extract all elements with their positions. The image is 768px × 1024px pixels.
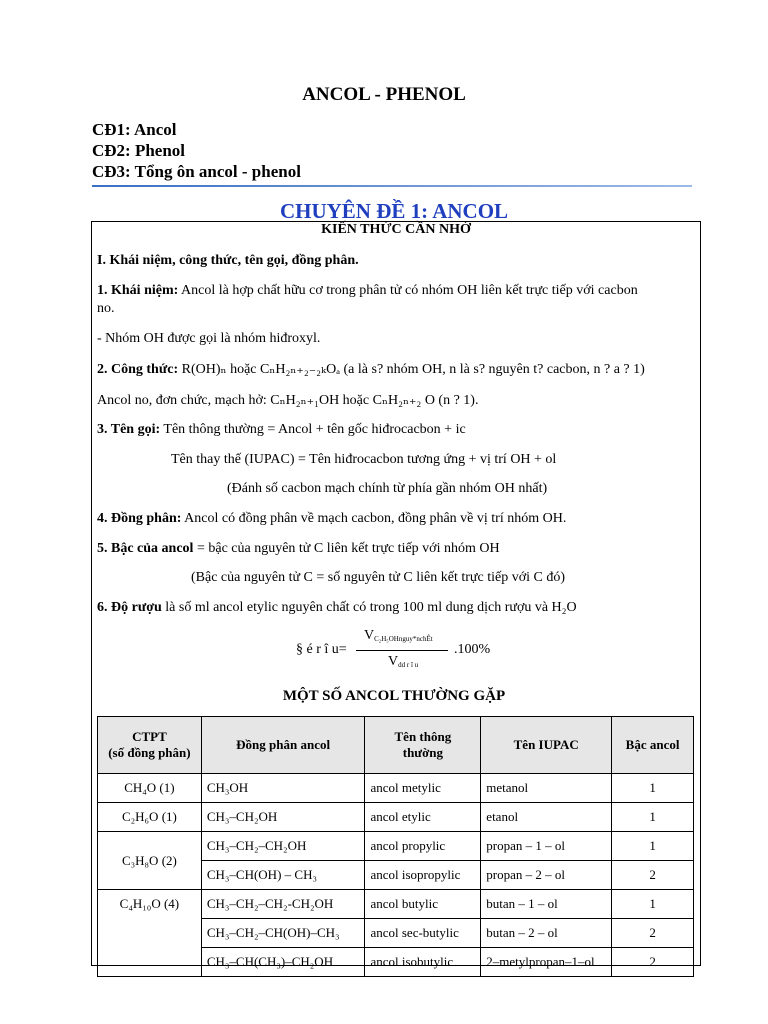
table-row: [98, 803, 694, 832]
cell-ctpt: C₃H₈O (2): [98, 832, 202, 890]
concept-label: 1. Khái niệm:: [97, 283, 179, 298]
isomer-paragraph: [97, 511, 566, 527]
concept-continued: no.: [97, 301, 115, 316]
formula-denominator: $V_{dd r î u}$: [388, 654, 419, 669]
formula-text: R(OH)ₙ hoặc CₙH₂ₙ₊₂₋₂ₖOₐ (a là s? nhóm OH, n là s? nguyên t? cacbon, n ? a ? 1): [178, 362, 645, 377]
formula-extra: Ancol no, đơn chức, mạch hở: CₙH₂ₙ₊₁OH hoặc CₙH₂ₙ₊₂ O (n ? 1).: [97, 393, 479, 408]
cell-iupac: 2–metylpropan–1–ol: [481, 948, 612, 977]
cell-degree: 1: [612, 832, 694, 861]
cell-common: ancol propylic: [365, 832, 481, 861]
formula-tail: .100%: [454, 642, 491, 657]
box-header: KIẾN THỨC CẦN NHỚ: [321, 222, 471, 237]
formula-paragraph: [97, 361, 645, 378]
toc-item: CĐ1: Ancol: [92, 120, 177, 139]
cell-degree: 1: [612, 774, 694, 803]
cell-common: ancol isopropylic: [365, 861, 481, 890]
formula-lhs: § é r î u=: [296, 642, 347, 657]
alcohol-table: [97, 716, 694, 977]
degree-paragraph: [97, 541, 500, 557]
cell-formula: CH₃–CH(OH) – CH₃: [201, 861, 365, 890]
cell-formula: CH₃–CH₂–CH₂-CH₂OH: [201, 890, 365, 919]
alcohol-degree-label: 6. Độ rượu: [97, 600, 162, 615]
naming-paragraph: [97, 422, 466, 438]
table-header-row: [98, 717, 694, 774]
cell-degree: 1: [612, 803, 694, 832]
degree-text: = bậc của nguyên tử C liên kết trực tiếp với nhóm OH: [193, 541, 500, 556]
degree-note: (Bậc của nguyên tử C = số nguyên tử C liên kết trực tiếp với C đó): [191, 570, 565, 585]
document-title: ANCOL - PHENOL: [302, 84, 466, 105]
degree-label: 5. Bậc của ancol: [97, 541, 194, 556]
cell-formula: CH₃–CH₂–CH(OH)–CH₃: [201, 919, 365, 948]
alcohol-degree-formula: [296, 628, 506, 678]
cell-degree: 1: [612, 890, 694, 919]
cell-degree: 2: [612, 919, 694, 948]
cell-iupac: etanol: [481, 803, 612, 832]
isomer-text: Ancol có đồng phân về mạch cacbon, đồng phân về vị trí nhóm OH.: [181, 511, 567, 526]
cell-formula: CH₃OH: [201, 774, 365, 803]
toc-item: CĐ3: Tổng ôn ancol - phenol: [92, 162, 301, 181]
cell-formula: CH₃–CH(CH₃)–CH₂OH: [201, 948, 365, 977]
cell-iupac: propan – 1 – ol: [481, 832, 612, 861]
cell-degree: 2: [612, 861, 694, 890]
cell-formula: CH₃–CH₂–CH₂OH: [201, 832, 365, 861]
cell-iupac: propan – 2 – ol: [481, 861, 612, 890]
table-title: MỘT SỐ ANCOL THƯỜNG GẶP: [282, 688, 506, 704]
table-row: [98, 832, 694, 861]
naming-text: Tên thông thường = Ancol + tên gốc hiđrocacbon + ic: [160, 422, 466, 437]
fraction-bar: [356, 650, 448, 651]
cell-iupac: metanol: [481, 774, 612, 803]
header-iupac: Tên IUPAC: [481, 717, 612, 774]
cell-degree: 2: [612, 948, 694, 977]
cell-ctpt: CH₄O (1): [98, 774, 202, 803]
cell-iupac: butan – 2 – ol: [481, 919, 612, 948]
header-isomer: Đồng phân ancol: [201, 717, 365, 774]
cell-common: ancol butylic: [365, 890, 481, 919]
cell-common: ancol metylic: [365, 774, 481, 803]
alcohol-degree-text: là số ml ancol etylic nguyên chất có trong 100 ml dung dịch rượu và H₂O: [161, 600, 577, 615]
toc-item: CĐ2: Phenol: [92, 141, 186, 160]
chapter-heading: CHUYÊN ĐỀ 1: ANCOL: [279, 199, 509, 223]
header-common-name: Tên thông thường: [365, 717, 481, 774]
formula-label: 2. Công thức:: [97, 362, 179, 377]
header-degree: Bậc ancol: [612, 717, 694, 774]
alcohol-degree-paragraph: [97, 600, 577, 616]
cell-formula: CH₃–CH₂OH: [201, 803, 365, 832]
separator-line: [92, 185, 692, 187]
header-ctpt: CTPT (số đồng phân): [98, 717, 202, 774]
naming-iupac: Tên thay thế (IUPAC) = Tên hiđrocacbon tương ứng + vị trí OH + ol: [171, 452, 557, 467]
table-row: [98, 890, 694, 919]
naming-note: (Đánh số cacbon mạch chính từ phía gần nhóm OH nhất): [227, 481, 548, 496]
naming-label: 3. Tên gọi:: [97, 422, 161, 437]
section-heading: I. Khái niệm, công thức, tên gọi, đồng phân.: [97, 253, 359, 268]
cell-ctpt: C₂H₆O (1): [98, 803, 202, 832]
concept-note: - Nhóm OH được gọi là nhóm hiđroxyl.: [97, 331, 321, 346]
formula-numerator: $V_{C_2H_5OHnguy*nchÊt}$: [364, 628, 433, 643]
cell-common: ancol sec-butylic: [365, 919, 481, 948]
concept-text: Ancol là hợp chất hữu cơ trong phân tử có nhóm OH liên kết trực tiếp với cacbon: [178, 283, 638, 298]
table-row: [98, 774, 694, 803]
cell-common: ancol etylic: [365, 803, 481, 832]
cell-iupac: butan – 1 – ol: [481, 890, 612, 919]
cell-ctpt: C₄H₁₀O (4): [98, 890, 202, 977]
table-of-contents: [92, 119, 301, 182]
concept-paragraph: [97, 283, 638, 299]
cell-common: ancol isobutylic: [365, 948, 481, 977]
isomer-label: 4. Đồng phân:: [97, 511, 182, 526]
